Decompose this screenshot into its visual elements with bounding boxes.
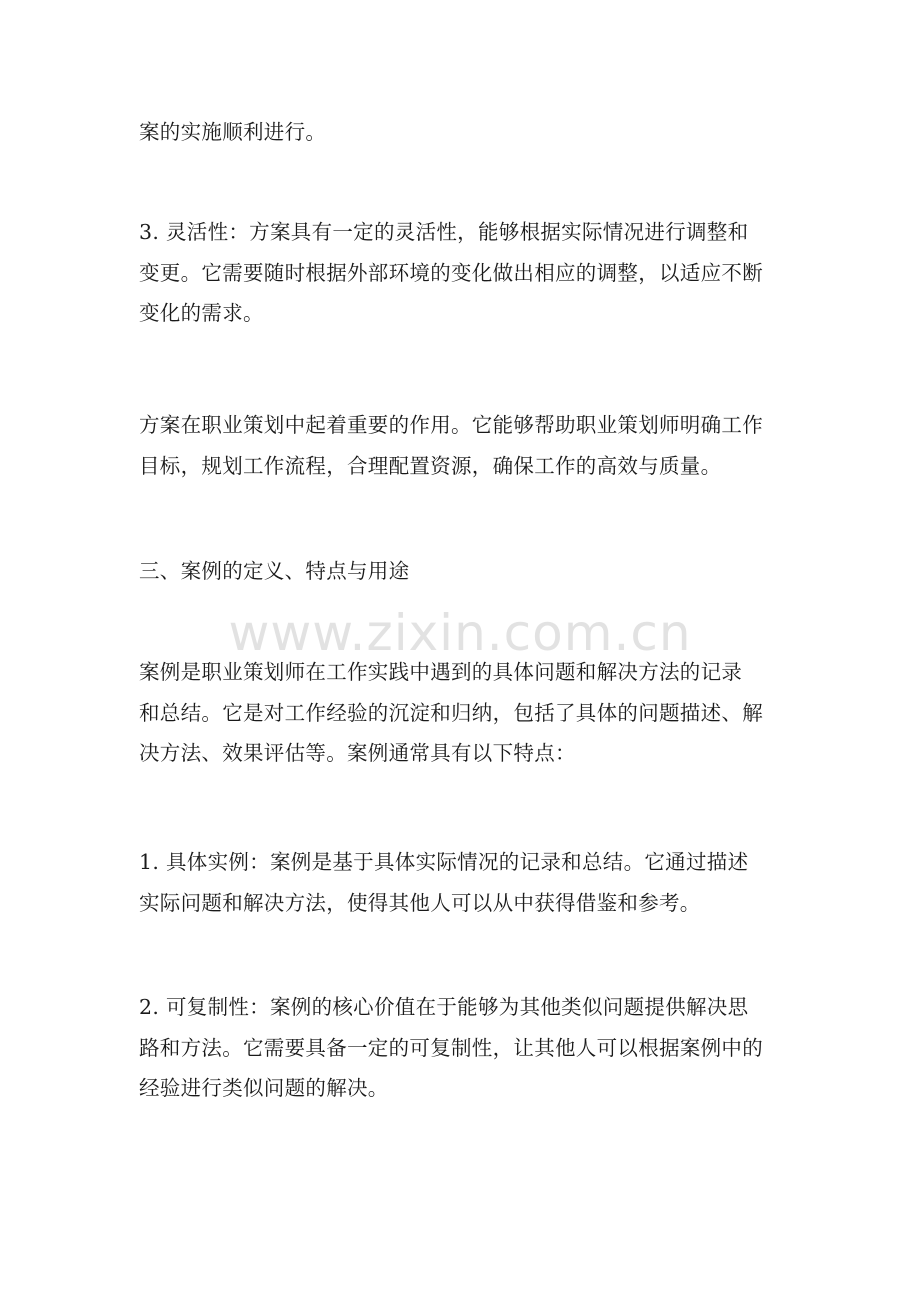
text-line: 实际问题和解决方法，使得其他人可以从中获得借鉴和参考。 (139, 890, 701, 915)
text-line: 和总结。它是对工作经验的沉淀和归纳，包括了具体的问题描述、解 (139, 700, 763, 725)
text-line: 路和方法。它需要具备一定的可复制性，让其他人可以根据案例中的 (139, 1035, 763, 1060)
text-line: 3. 灵活性：方案具有一定的灵活性，能够根据实际情况进行调整和 (139, 220, 749, 244)
paragraph-plan-role (139, 405, 784, 486)
section-heading (139, 551, 784, 592)
watermark-text: www.zixin.com.cn (228, 604, 692, 662)
text-line: 案的实施顺利进行。 (139, 120, 327, 144)
paragraph-case-definition (139, 652, 784, 774)
paragraph-flexibility (139, 212, 784, 334)
text-line: 变化的需求。 (139, 301, 264, 325)
text-line: 决方法、效果评估等。案例通常具有以下特点： (139, 741, 576, 765)
paragraph-concrete-example (139, 842, 784, 923)
text-line: 目标，规划工作流程，合理配置资源，确保工作的高效与质量。 (139, 453, 722, 478)
text-line: 方案在职业策划中起着重要的作用。它能够帮助职业策划师明确工作 (139, 413, 763, 437)
paragraph-reproducibility (139, 987, 784, 1109)
text-line: 2. 可复制性：案例的核心价值在于能够为其他类似问题提供解决思 (139, 995, 749, 1019)
heading-line: 三、案例的定义、特点与用途 (139, 559, 410, 583)
text-line: 案例是职业策划师在工作实践中遇到的具体问题和解决方法的记录 (139, 660, 743, 684)
text-line: 1. 具体实例：案例是基于具体实际情况的记录和总结。它通过描述 (139, 850, 749, 874)
paragraph-continuation (139, 112, 784, 153)
text-line: 经验进行类似问题的解决。 (139, 1076, 389, 1100)
text-line: 变更。它需要随时根据外部环境的变化做出相应的调整，以适应不断 (139, 260, 763, 285)
